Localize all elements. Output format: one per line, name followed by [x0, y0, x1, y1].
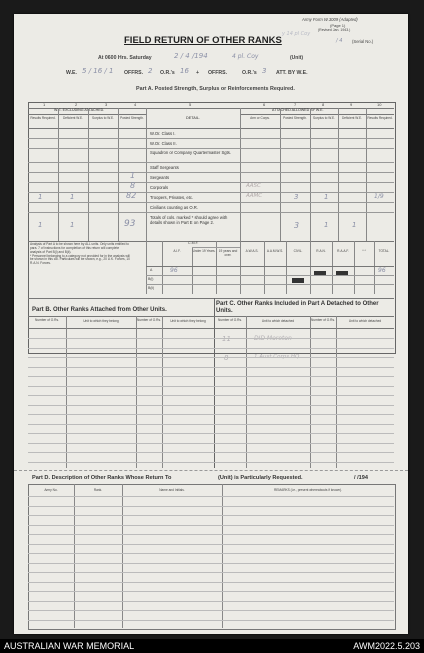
col-number: 8 — [322, 102, 325, 107]
redaction-mark — [336, 271, 348, 275]
hand-total: 93 — [124, 219, 136, 229]
part-b-head: Number of O.Rs. — [137, 318, 161, 322]
redaction-mark — [314, 271, 326, 275]
hand-aasc: AASC — [246, 183, 261, 189]
analysis-aif-value: 96 — [170, 267, 178, 274]
ruled-line — [28, 367, 394, 368]
analysis-row-a: A — [150, 268, 153, 272]
offrs-handwriting: 2 — [148, 67, 153, 75]
ruled-line — [28, 582, 394, 583]
cmf-header: C.M.F. — [188, 241, 199, 245]
ors-handwriting: 16 — [180, 67, 189, 75]
col-head: Results Required. — [367, 116, 393, 120]
hand-att-res-total: 1 — [352, 221, 357, 229]
analysis-head: 19 years and over. — [218, 249, 238, 257]
col-number: 3 — [105, 102, 108, 107]
detail-header: DETAIL. — [186, 116, 201, 120]
revised-note: (Revised Jan. 1943.) — [318, 28, 351, 32]
col-number: 2 — [75, 102, 78, 107]
row-label: Civilians counting as O.R. — [150, 205, 198, 210]
ors-label: O.R.'s — [160, 70, 175, 76]
hand-def-total: 1 — [70, 221, 75, 229]
row-label: W.Or. Class I. — [150, 131, 176, 136]
ruled-line — [28, 544, 394, 545]
row-label: W.Or. Class II. — [150, 141, 177, 146]
page-indicator: (Page 1) — [330, 23, 346, 28]
analysis-head: Under 19 Years. — [192, 249, 216, 253]
ruled-line — [28, 386, 394, 387]
ruled-line — [28, 610, 394, 611]
footer-accession: AWM2022.5.203 — [353, 641, 420, 651]
row-label: Totals of cols. marked * should agree with details shown in Part E on Page 2. — [150, 215, 228, 225]
analysis-head: A.W.A.S. — [245, 249, 259, 253]
ruled-line — [28, 405, 394, 406]
unit-handwriting: 4 pl. Coy — [232, 53, 259, 60]
hand-corporals: 8 — [130, 181, 136, 190]
part-d-date: / /194 — [354, 475, 368, 481]
unit-label: (Unit) — [290, 55, 304, 61]
part-d-title: Part D. Description of Other Ranks Whose Return To — [32, 475, 172, 481]
part-b-head: Unit to which they belong — [170, 319, 206, 323]
part-c-head: Number of O.Rs. — [311, 318, 335, 322]
row-label: Troopers, Privates, etc. — [150, 195, 194, 200]
offrs-label: OFFRS. — [124, 70, 144, 76]
offrs-label-2: OFFRS. — [208, 70, 228, 76]
ruled-line — [28, 414, 394, 415]
col-head: Arm or Corps. — [250, 116, 270, 120]
part-d-head: REMARKS (i.e., present whereabouts if known). — [273, 488, 343, 492]
hand-sergeants: 1 — [130, 171, 136, 180]
ruled-line — [28, 452, 394, 453]
ruled-line — [28, 534, 394, 535]
hand-res-total: 1 — [38, 221, 43, 229]
analysis-note — [30, 243, 130, 283]
row-label: Staff Sergeants — [150, 165, 179, 170]
col-number: 7 — [294, 102, 297, 107]
part-c-head: Unit to which detached — [348, 319, 382, 323]
hand-posted: 3 — [294, 193, 299, 201]
ruled-line — [28, 515, 394, 516]
ruled-line — [28, 563, 394, 564]
col-number: 10 — [377, 102, 382, 107]
part-d-head: Name and Initials. — [159, 488, 185, 492]
redaction-mark — [292, 278, 304, 283]
attached-header: ATTACHED ALLOWED BY W.E. — [272, 108, 324, 112]
serial-label: (Serial No.) — [352, 39, 374, 44]
hand-results: 1/9 — [374, 193, 384, 200]
analysis-head: A.I.F. — [173, 249, 181, 253]
row-label: Squadron or Company Quartermaster Sgts. — [150, 150, 231, 155]
analysis-note2-text: * Personnel belonging to a category not provided for in the analysis will be shown in this col. Particulars will be shown, e.g., 20 U.K. Forces, 10 R.A.N. Forces. — [30, 253, 130, 266]
part-c-number-1: 11 — [222, 335, 231, 343]
we-label: W.E. — [66, 70, 77, 76]
analysis-head: R.A.A.F. — [337, 249, 349, 253]
part-b-head: Number of O.Rs. — [35, 318, 59, 322]
ruled-line — [28, 357, 394, 358]
part-c-unit-1: DID Moreton — [254, 335, 292, 342]
col-head: Posted Strength. — [283, 116, 307, 120]
ruled-line — [28, 424, 394, 425]
att-label: ATT. BY W.E. — [276, 70, 308, 76]
ruled-line — [28, 395, 394, 396]
form-number: Army Form W.3009 (Adapted) — [302, 17, 358, 22]
col-head: Deficient W.E. — [62, 116, 84, 120]
ruled-line — [28, 553, 394, 554]
analysis-total-value: 96 — [378, 267, 386, 274]
ruled-line — [28, 525, 394, 526]
time-line: At 0600 Hrs. Saturday — [98, 55, 152, 61]
analysis-note-text: Analysis of Part A to be shown here by ALL units. Only units entitled to para. 7 of instructions for completion of this return will complete analysis of Part B(i) and B(ii). — [30, 242, 129, 254]
analysis-head: CIVIL. — [293, 249, 303, 253]
col-head: Surplus to W.E. — [92, 116, 114, 120]
part-c-title: Part C. Other Ranks Included in Part A Detached to Other Units. — [216, 301, 379, 315]
hand-att-def: 1 — [324, 193, 329, 201]
document-page — [14, 14, 408, 634]
ruled-line — [28, 591, 394, 592]
ruled-line — [28, 443, 394, 444]
plus-sign: + — [196, 70, 200, 76]
att-handwriting: 3 — [262, 67, 267, 75]
part-d-head: Army No. — [44, 488, 58, 492]
ruled-line — [28, 572, 394, 573]
hand-privates: 82 — [126, 191, 137, 200]
form-title: FIELD RETURN OF OTHER RANKS — [124, 35, 282, 46]
analysis-head: * * — [362, 249, 366, 253]
row-label: Corporals — [150, 185, 169, 190]
analysis-row-bi: B(i) — [148, 277, 154, 281]
ruled-line — [28, 462, 394, 463]
ruled-line — [28, 348, 394, 349]
part-d-head: Rank. — [93, 488, 103, 492]
col-head: Results Required. — [30, 116, 56, 120]
part-b-title: Part B. Other Ranks Attached from Other Units. — [32, 307, 167, 313]
col-head: Deficient W.E. — [341, 116, 363, 120]
hand-def: 1 — [70, 193, 75, 201]
ruled-line — [28, 433, 394, 434]
col-number: 5 — [189, 102, 192, 107]
row-label: Sergeants — [150, 175, 170, 180]
hand-aamc: AAMC — [246, 193, 263, 199]
ruled-line — [28, 376, 394, 377]
ruled-line — [28, 338, 394, 339]
hand-att-def-total: 1 — [324, 221, 329, 229]
footer-bar — [0, 639, 424, 653]
col-number: 1 — [43, 102, 46, 107]
part-c-head: Number of O.Rs. — [218, 318, 242, 322]
hand-posted-total: 3 — [294, 221, 300, 230]
analysis-row-bii: B(ii) — [148, 286, 155, 290]
analysis-head: R.A.N. — [316, 249, 326, 253]
ruled-line — [28, 620, 394, 621]
ors-label-2: O.R.'s — [242, 70, 257, 76]
faint-handwriting: y 14 pl Coy — [282, 31, 311, 37]
part-c-head: Unit to which detached — [261, 319, 295, 323]
part-a-title: Part A. Posted Strength, Surplus or Reinforcements Required. — [136, 86, 295, 92]
part-c-unit-2: 1 Aust Corps HQ — [254, 354, 300, 360]
footer-source: AUSTRALIAN WAR MEMORIAL — [4, 641, 135, 651]
col-number: 9 — [350, 102, 353, 107]
col-head: Posted Strength. — [120, 116, 144, 120]
part-b-head: Unit to which they belong — [83, 319, 119, 323]
col-head: Surplus to W.E. — [313, 116, 335, 120]
ruled-line — [28, 601, 394, 602]
part-d-unit-label: (Unit) is Particularly Requested. — [218, 475, 303, 481]
ruled-line — [28, 496, 394, 497]
serial-handwriting: / 4 — [336, 38, 343, 44]
we-handwriting: 5 / 16 / 1 — [82, 67, 114, 75]
analysis-head: TOTAL. — [378, 249, 390, 253]
date-handwriting: 2 / 4 /194 — [174, 52, 208, 60]
excluding-header: W.E. EXCLUDING ATTACHED. — [54, 108, 105, 112]
col-number: 4 — [134, 102, 137, 107]
part-c-number-2: 8 — [224, 354, 229, 362]
hand-res: 1 — [38, 193, 43, 201]
analysis-head: A.A.M.W.S. — [266, 249, 284, 253]
ruled-line — [28, 506, 394, 507]
col-number: 6 — [263, 102, 266, 107]
